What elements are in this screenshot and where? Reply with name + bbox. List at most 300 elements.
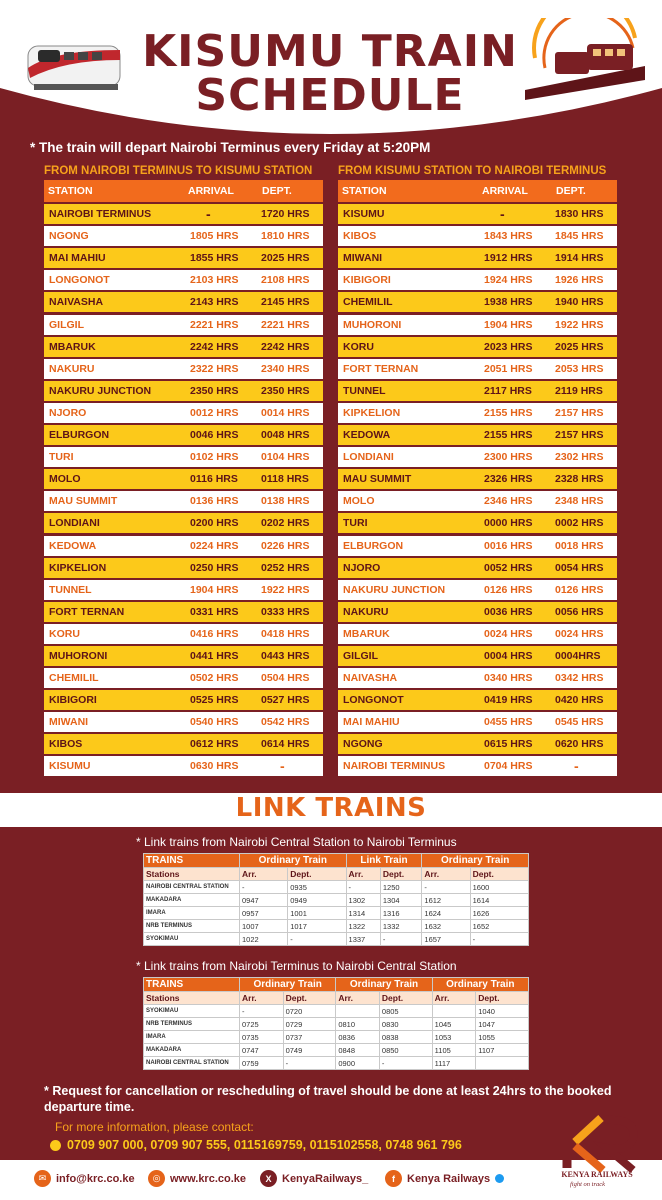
departure-time: 2242 HRS (261, 340, 310, 353)
schedule-row (44, 690, 323, 710)
arrival-time: 0016 HRS (484, 539, 533, 552)
departure-time: 0104 HRS (261, 451, 310, 464)
train-illustration-right (525, 18, 645, 100)
link-table-row (144, 920, 529, 933)
cancellation-note: * Request for cancellation or rescheduling of travel should be done at least 24hrs to the booked departure time. (44, 1084, 612, 1114)
station-name: LONGONOT (49, 274, 110, 287)
schedule-row (44, 491, 323, 511)
departure-time: 0226 HRS (261, 539, 310, 552)
time-cell: 1322 (346, 920, 380, 933)
time-cell: 1612 (422, 894, 470, 907)
time-cell: 1053 (432, 1031, 476, 1044)
inbound-schedule (338, 163, 617, 776)
arrival-time: 2326 HRS (484, 473, 533, 486)
time-cell: 1001 (288, 907, 346, 920)
departure-time: 0018 HRS (555, 539, 604, 552)
schedule-row (44, 469, 323, 489)
train-group-label: Ordinary Train (240, 978, 336, 992)
station-name: NRB TERMINUS (144, 920, 240, 933)
departure-time: - (574, 758, 579, 775)
time-cell: - (240, 881, 288, 894)
station-name: LONDIANI (343, 451, 394, 464)
departure-note: * The train will depart Nairobi Terminus every Friday at 5:20PM (30, 140, 431, 155)
arrival-label: Arr. (346, 868, 380, 881)
title-line-1: KISUMU TRAIN (142, 26, 518, 77)
schedule-row (338, 558, 617, 578)
time-cell: - (470, 933, 528, 946)
schedule-row (338, 469, 617, 489)
time-cell: - (422, 881, 470, 894)
station-name: NAIVASHA (343, 672, 398, 685)
departure-time: 0014 HRS (261, 406, 310, 419)
station-name: SYOKIMAU (144, 1005, 240, 1018)
schedule-row (44, 668, 323, 688)
station-name: TURI (49, 451, 74, 464)
logo-tagline: fight on track (570, 1181, 606, 1188)
arrival-time: 1843 HRS (484, 230, 533, 243)
phone-icon (50, 1140, 61, 1151)
time-cell: - (240, 1005, 284, 1018)
time-cell: 1332 (380, 920, 422, 933)
train-group-label: Ordinary Train (422, 854, 529, 868)
arrival-time: 2143 HRS (190, 296, 239, 309)
departure-time: 2221 HRS (261, 318, 310, 331)
time-cell: 0947 (240, 894, 288, 907)
outbound-heading: FROM NAIROBI TERMINUS TO KISUMU STATION (44, 165, 313, 177)
station-name: MAKADARA (144, 894, 240, 907)
arrival-time: 2221 HRS (190, 318, 239, 331)
station-name: KIBOS (343, 230, 377, 243)
facebook-text[interactable]: Kenya Railways (407, 1172, 491, 1185)
phone-numbers-text: 0709 907 000, 0709 907 555, 0115169759, 0115102558, 0748 961 796 (67, 1138, 462, 1152)
departure-time: 2025 HRS (555, 340, 604, 353)
time-cell: 0725 (240, 1018, 284, 1031)
schedule-row (44, 270, 323, 290)
arrival-label: Arr. (240, 868, 288, 881)
schedule-row (338, 359, 617, 379)
schedule-row (338, 204, 617, 224)
time-cell: 0949 (288, 894, 346, 907)
time-cell: 1337 (346, 933, 380, 946)
departure-column-label: DEPT. (262, 185, 292, 197)
arrival-time: 0200 HRS (190, 517, 239, 530)
schedule-row (338, 381, 617, 401)
website-text[interactable]: www.krc.co.ke (170, 1172, 247, 1185)
departure-time: 2302 HRS (555, 451, 604, 464)
schedule-row (44, 248, 323, 268)
station-name: MOLO (343, 495, 375, 508)
outbound-rows (44, 204, 323, 776)
globe-icon: ◎ (148, 1170, 165, 1187)
schedule-row (44, 624, 323, 644)
arrival-time: 0502 HRS (190, 672, 239, 685)
email-icon: ✉ (34, 1170, 51, 1187)
link-table-row (144, 933, 529, 946)
departure-label: Dept. (476, 992, 529, 1005)
outbound-schedule (44, 163, 323, 776)
link-trains-title: LINK TRAINS (235, 793, 427, 823)
time-cell: 0747 (240, 1044, 284, 1057)
station-name: NAKURU JUNCTION (49, 384, 152, 397)
arrival-column-label: ARRIVAL (188, 185, 234, 197)
arrival-time: 0052 HRS (484, 561, 533, 574)
station-name: CHEMILIL (343, 296, 393, 309)
link-trains-table-terminus-to-central (143, 977, 529, 1070)
time-cell: 1302 (346, 894, 380, 907)
arrival-time: 0331 HRS (190, 605, 239, 618)
link-table-row (144, 1031, 529, 1044)
link-table-row (144, 1018, 529, 1031)
station-name: KEDOWA (343, 429, 391, 442)
arrival-time: 0024 HRS (484, 627, 533, 640)
station-name: MAI MAHIU (49, 252, 106, 265)
inbound-column-header (338, 180, 617, 202)
station-name: KIPKELION (49, 561, 107, 574)
time-cell: 1047 (476, 1018, 529, 1031)
outbound-column-header (44, 180, 323, 202)
time-cell: 0957 (240, 907, 288, 920)
departure-time: 0620 HRS (555, 738, 604, 751)
time-cell (336, 1005, 380, 1018)
time-cell (476, 1057, 529, 1070)
station-name: NAIVASHA (49, 296, 104, 309)
departure-label: Dept. (470, 868, 528, 881)
station-name: KIBIGORI (343, 274, 391, 287)
time-cell: 1304 (380, 894, 422, 907)
arrival-time: 0126 HRS (484, 583, 533, 596)
time-cell: 1316 (380, 907, 422, 920)
page-title (130, 26, 530, 121)
station-name: LONGONOT (343, 694, 404, 707)
schedule-row (338, 536, 617, 556)
time-cell: - (288, 933, 346, 946)
time-cell: 0935 (288, 881, 346, 894)
footer-website[interactable] (148, 1170, 246, 1187)
schedule-row (44, 447, 323, 467)
link-table-1-caption: * Link trains from Nairobi Central Station to Nairobi Terminus (136, 835, 457, 849)
departure-time: 2025 HRS (261, 252, 310, 265)
arrival-time: 2023 HRS (484, 340, 533, 353)
schedule-row (44, 359, 323, 379)
time-cell: 0759 (240, 1057, 284, 1070)
station-name: MOLO (49, 473, 81, 486)
arrival-time: 2103 HRS (190, 274, 239, 287)
departure-time: 0024 HRS (555, 627, 604, 640)
station-name: TUNNEL (343, 384, 386, 397)
time-cell: 0848 (336, 1044, 380, 1057)
station-name: KIBIGORI (49, 694, 97, 707)
footer-x[interactable] (260, 1170, 368, 1187)
station-name: KEDOWA (49, 539, 97, 552)
departure-label: Dept. (380, 868, 422, 881)
arrival-time: 0615 HRS (484, 738, 533, 751)
station-name: MIWANI (49, 716, 89, 729)
station-name: NGONG (49, 230, 89, 243)
schedule-row (44, 756, 323, 776)
departure-time: 2328 HRS (555, 473, 604, 486)
departure-time: 1810 HRS (261, 230, 310, 243)
link-table-row (144, 881, 529, 894)
email-text[interactable]: info@krc.co.ke (56, 1172, 135, 1185)
arrival-time: 0102 HRS (190, 451, 239, 464)
departure-time: 0527 HRS (261, 694, 310, 707)
departure-time: 0443 HRS (261, 649, 310, 662)
schedule-row (44, 337, 323, 357)
departure-time: 1922 HRS (555, 318, 604, 331)
departure-time: 0056 HRS (555, 605, 604, 618)
departure-time: 2145 HRS (261, 296, 310, 309)
station-name: NAKURU (49, 362, 95, 375)
trains-label: TRAINS (144, 854, 240, 868)
link-table-2-caption: * Link trains from Nairobi Terminus to Nairobi Central Station (136, 959, 457, 973)
schedule-row (44, 292, 323, 312)
schedule-row (338, 491, 617, 511)
arrival-time: 0525 HRS (190, 694, 239, 707)
arrival-time: 1904 HRS (484, 318, 533, 331)
time-cell: 1022 (240, 933, 288, 946)
time-cell: 0810 (336, 1018, 380, 1031)
station-name: NAKURU JUNCTION (343, 583, 446, 596)
stations-label: Stations (144, 868, 240, 881)
departure-time: 0333 HRS (261, 605, 310, 618)
departure-column-label: DEPT. (556, 185, 586, 197)
arrival-time: 0000 HRS (484, 517, 533, 530)
arrival-time: 2051 HRS (484, 362, 533, 375)
station-name: FORT TERNAN (343, 362, 419, 375)
arrival-time: 1924 HRS (484, 274, 533, 287)
arrival-label: Arr. (240, 992, 284, 1005)
departure-time: 1914 HRS (555, 252, 604, 265)
time-cell: 1045 (432, 1018, 476, 1031)
arrival-time: 1805 HRS (190, 230, 239, 243)
station-name: NAIROBI TERMINUS (343, 760, 446, 773)
station-name: ELBURGON (343, 539, 404, 552)
arrival-time: 2242 HRS (190, 340, 239, 353)
time-cell: - (379, 1057, 432, 1070)
departure-time: 0420 HRS (555, 694, 604, 707)
schedule-row (338, 425, 617, 445)
station-name: TURI (343, 517, 368, 530)
train-group-label: Ordinary Train (336, 978, 432, 992)
link-table-group-header (144, 978, 529, 992)
departure-time: 1926 HRS (555, 274, 604, 287)
time-cell: 0900 (336, 1057, 380, 1070)
time-cell: - (283, 1057, 336, 1070)
arrival-time: 0340 HRS (484, 672, 533, 685)
schedule-row (44, 602, 323, 622)
station-name: GILGIL (343, 649, 378, 662)
station-name: NGONG (343, 738, 383, 751)
station-column-label: STATION (342, 185, 387, 197)
arrival-time: 0704 HRS (484, 760, 533, 773)
link-table-row (144, 894, 529, 907)
arrival-label: Arr. (422, 868, 470, 881)
schedule-row (338, 712, 617, 732)
station-name: NAKURU (343, 605, 389, 618)
schedule-row (44, 580, 323, 600)
time-cell: 1040 (476, 1005, 529, 1018)
arrival-time: 2300 HRS (484, 451, 533, 464)
time-cell: 1250 (380, 881, 422, 894)
station-name: MAKADARA (144, 1044, 240, 1057)
schedule-row (338, 226, 617, 246)
link-table-row (144, 1057, 529, 1070)
departure-time: 1830 HRS (555, 208, 604, 221)
time-cell: 1117 (432, 1057, 476, 1070)
footer-facebook[interactable] (385, 1170, 504, 1187)
arrival-time: 0004 HRS (484, 649, 533, 662)
arrival-label: Arr. (432, 992, 476, 1005)
time-cell: 1314 (346, 907, 380, 920)
phone-numbers (50, 1138, 462, 1152)
facebook-icon: f (385, 1170, 402, 1187)
arrival-label: Arr. (336, 992, 380, 1005)
schedule-row (338, 602, 617, 622)
departure-time: 0252 HRS (261, 561, 310, 574)
schedule-row (44, 204, 323, 224)
x-logo-icon: X (260, 1170, 277, 1187)
x-handle-text[interactable]: KenyaRailways_ (282, 1172, 369, 1185)
departure-time: 0126 HRS (555, 583, 604, 596)
time-cell: 0850 (379, 1044, 432, 1057)
link-trains-table-central-to-terminus (143, 853, 529, 946)
departure-time: 0418 HRS (261, 627, 310, 640)
station-name: MUHORONI (49, 649, 108, 662)
departure-time: 2157 HRS (555, 406, 604, 419)
train-group-label: Ordinary Train (240, 854, 347, 868)
time-cell: 1105 (432, 1044, 476, 1057)
station-name: KISUMU (49, 760, 91, 773)
link-table-sub-header (144, 868, 529, 881)
inbound-heading: FROM KISUMU STATION TO NAIROBI TERMINUS (338, 165, 607, 177)
time-cell: 1107 (476, 1044, 529, 1057)
time-cell: 0838 (379, 1031, 432, 1044)
station-name: NRB TERMINUS (144, 1018, 240, 1031)
schedule-row (338, 447, 617, 467)
arrival-time: 2155 HRS (484, 429, 533, 442)
departure-time: - (280, 758, 285, 775)
trains-label: TRAINS (144, 978, 240, 992)
time-cell: 0836 (336, 1031, 380, 1044)
time-cell: 1632 (422, 920, 470, 933)
arrival-time: 0612 HRS (190, 738, 239, 751)
arrival-column-label: ARRIVAL (482, 185, 528, 197)
schedule-row (44, 381, 323, 401)
time-cell: 0830 (379, 1018, 432, 1031)
time-cell: 1614 (470, 894, 528, 907)
station-name: FORT TERNAN (49, 605, 125, 618)
schedule-row (338, 337, 617, 357)
departure-time: 0004HRS (555, 649, 601, 662)
time-cell: 1657 (422, 933, 470, 946)
departure-time: 0002 HRS (555, 517, 604, 530)
schedule-row (338, 248, 617, 268)
departure-time: 2157 HRS (555, 429, 604, 442)
schedule-row (44, 425, 323, 445)
schedule-row (338, 315, 617, 335)
station-name: MAU SUMMIT (343, 473, 412, 486)
arrival-time: 2322 HRS (190, 362, 239, 375)
arrival-time: 2350 HRS (190, 384, 239, 397)
time-cell: - (380, 933, 422, 946)
station-name: KIPKELION (343, 406, 401, 419)
arrival-time: 0455 HRS (484, 716, 533, 729)
departure-time: 2119 HRS (555, 384, 603, 397)
departure-label: Dept. (283, 992, 336, 1005)
departure-time: 2108 HRS (261, 274, 310, 287)
station-name: IMARA (144, 907, 240, 920)
station-name: MAU SUMMIT (49, 495, 118, 508)
station-name: KIBOS (49, 738, 83, 751)
schedule-row (44, 315, 323, 335)
stations-label: Stations (144, 992, 240, 1005)
schedule-row (44, 558, 323, 578)
arrival-time: - (500, 206, 505, 223)
time-cell: 1624 (422, 907, 470, 920)
train-illustration-left (24, 28, 124, 98)
link-table-row (144, 1005, 529, 1018)
time-cell: - (346, 881, 380, 894)
station-name: ELBURGON (49, 429, 110, 442)
arrival-time: 1938 HRS (484, 296, 533, 309)
station-name: LONDIANI (49, 517, 100, 530)
station-name: KISUMU (343, 208, 385, 221)
schedule-row (44, 226, 323, 246)
departure-time: 2348 HRS (555, 495, 604, 508)
link-table-sub-header (144, 992, 529, 1005)
time-cell: 1626 (470, 907, 528, 920)
departure-label: Dept. (379, 992, 432, 1005)
verified-badge-icon (495, 1174, 504, 1183)
arrival-time: 0441 HRS (190, 649, 239, 662)
time-cell: 1055 (476, 1031, 529, 1044)
station-name: NAIROBI TERMINUS (49, 208, 152, 221)
departure-time: 2053 HRS (555, 362, 604, 375)
schedule-row (44, 712, 323, 732)
time-cell: 0805 (379, 1005, 432, 1018)
station-name: MIWANI (343, 252, 383, 265)
time-cell: 1017 (288, 920, 346, 933)
schedule-row (338, 580, 617, 600)
schedule-row (338, 734, 617, 754)
departure-time: 1922 HRS (261, 583, 310, 596)
link-table-group-header (144, 854, 529, 868)
arrival-time: 1904 HRS (190, 583, 239, 596)
station-name: KORU (343, 340, 374, 353)
footer-email[interactable] (34, 1170, 135, 1187)
station-name: IMARA (144, 1031, 240, 1044)
schedule-row (338, 270, 617, 290)
departure-time: 0542 HRS (261, 716, 310, 729)
link-table-row (144, 1044, 529, 1057)
time-cell: 0735 (240, 1031, 284, 1044)
schedule-row (44, 403, 323, 423)
departure-time: 1845 HRS (555, 230, 604, 243)
arrival-time: 0036 HRS (484, 605, 533, 618)
departure-time: 0614 HRS (261, 738, 310, 751)
departure-time: 0202 HRS (261, 517, 310, 530)
departure-label: Dept. (288, 868, 346, 881)
departure-time: 0048 HRS (261, 429, 310, 442)
arrival-time: 0046 HRS (190, 429, 239, 442)
schedule-row (44, 734, 323, 754)
more-info-label: For more information, please contact: (55, 1120, 254, 1134)
station-name: KORU (49, 627, 80, 640)
time-cell: 0729 (283, 1018, 336, 1031)
departure-time: 0138 HRS (261, 495, 310, 508)
departure-time: 2350 HRS (261, 384, 310, 397)
station-name: MUHORONI (343, 318, 402, 331)
